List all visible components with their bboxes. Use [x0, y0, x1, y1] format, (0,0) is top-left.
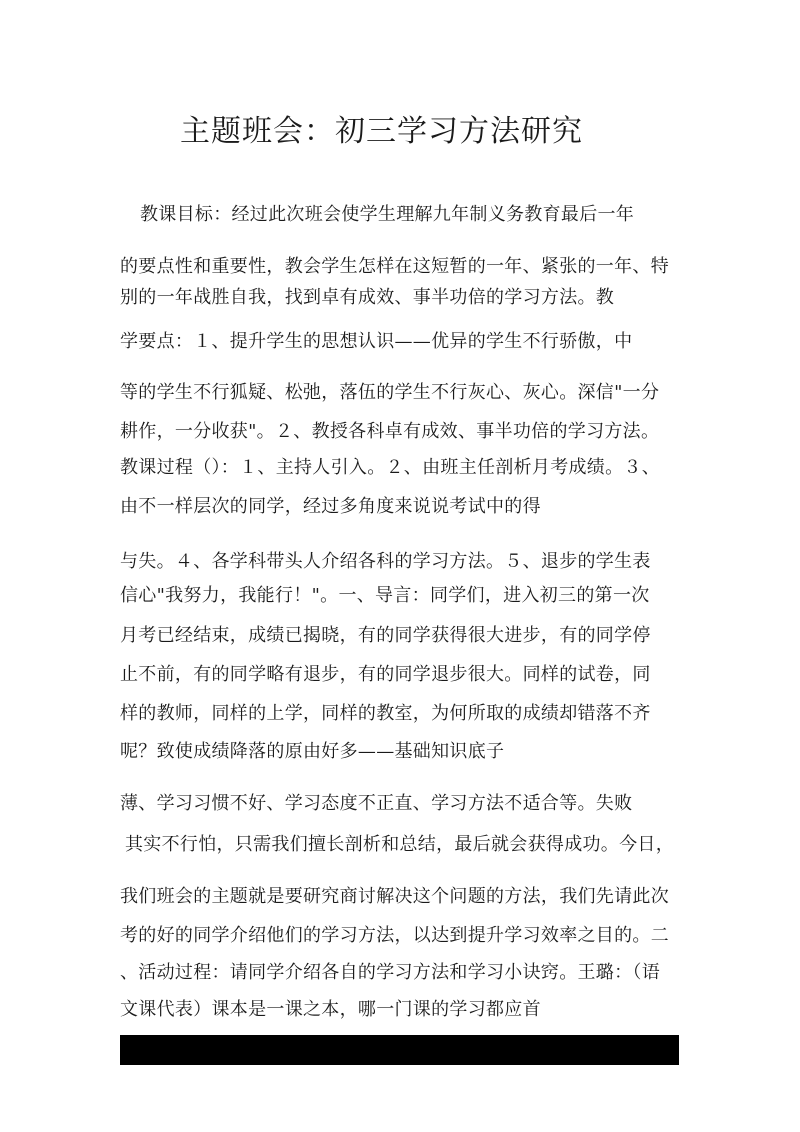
body-line: 呢？致使成绩降落的原由好多——基础知识底子 — [120, 741, 505, 762]
body-line: 考的好的同学介绍他们的学习方法，以达到提升学习效率之目的。二 — [120, 925, 669, 946]
body-line: 教课过程（）：１、主持人引入。２、由班主任剖析月考成绩。３、 — [120, 457, 660, 478]
body-line: 我们班会的主题就是要研究商讨解决这个问题的方法，我们先请此次 — [120, 886, 669, 907]
body-line: 其实不行怕，只需我们擅长剖析和总结，最后就会获得成功。今日， — [125, 834, 674, 855]
body-line: 文课代表）课本是一课之本，哪一门课的学习都应首 — [120, 999, 541, 1020]
body-line: 样的教师，同样的上学，同样的教室，为何所取的成绩却错落不齐 — [120, 703, 651, 724]
redaction-bar — [120, 1035, 679, 1065]
body-line: 由不一样层次的同学，经过多角度来说说考试中的得 — [120, 496, 541, 517]
body-line: 止不前，有的同学略有退步，有的同学退步很大。同样的试卷，同 — [120, 664, 651, 685]
body-line: 薄、学习习惯不好、学习态度不正直、学习方法不适合等。失败 — [120, 793, 633, 814]
body-line: 等的学生不行狐疑、松弛，落伍的学生不行灰心、灰心。深信"一分 — [120, 382, 660, 403]
body-line: 别的一年战胜自我，找到卓有成效、事半功倍的学习方法。教 — [120, 287, 615, 308]
body-line: 耕作，一分收获"。２、教授各科卓有成效、事半功倍的学习方法。 — [120, 421, 660, 442]
body-line: 与失。４、各学科带头人介绍各科的学习方法。５、退步的学生表 — [120, 551, 651, 572]
body-line: 的要点性和重要性，教会学生怎样在这短暂的一年、紧张的一年、特 — [120, 256, 669, 277]
body-line: 学要点：１、提升学生的思想认识——优异的学生不行骄傲，中 — [120, 331, 633, 352]
body-line: 信心"我努力，我能行！"。一、导言：同学们，进入初三的第一次 — [120, 585, 650, 606]
body-line: 教课目标：经过此次班会使学生理解九年制义务教育最后一年 — [140, 204, 635, 225]
body-line: 、活动过程：请同学介绍各自的学习方法和学习小诀窍。王璐：（语 — [120, 962, 660, 983]
body-line: 月考已经结束，成绩已揭晓，有的同学获得很大进步，有的同学停 — [120, 625, 651, 646]
document-title: 主题班会：初三学习方法研究 — [180, 114, 583, 149]
